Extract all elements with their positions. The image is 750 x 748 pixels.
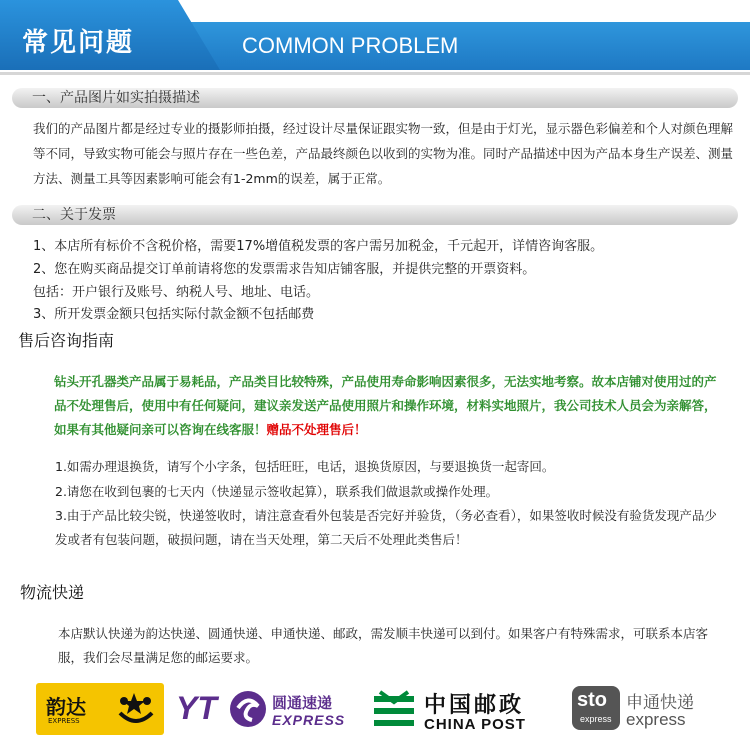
page-subtitle: COMMON PROBLEM	[242, 33, 459, 58]
product-photos-text: 我们的产品图片都是经过专业的摄影师拍摄，经过设计尽量保证跟实物一致，但是由于灯光，显示器色彩偏差和个人对颜色理解等不同，导致实物可能会与照片存在一些色差，产品最终颜色以收到的实物为准。同时产品描述中因为产品本身生产误差、测量方法、测量工具等因素影响可能会有1-2mm的误差，属于正常。	[33, 121, 734, 186]
page-header	[0, 0, 750, 74]
china-post-sub: CHINA POST	[424, 716, 526, 733]
after-sales-heading: 售后咨询指南	[18, 331, 115, 350]
after-sales-step-2: 2.请您在收到包裹的七天内（快递显示签收起算），联系我们做退款或操作处理。	[55, 484, 499, 499]
sto-logo	[572, 686, 712, 734]
section-heading-invoice: 二、关于发票	[12, 205, 738, 225]
invoice-line-3: 包括：开户银行及账号、纳税人号、地址、电话。	[33, 285, 320, 300]
yunda-logo	[36, 683, 164, 735]
china-post-logo	[372, 686, 542, 736]
sto-name: 申通快递	[626, 693, 694, 713]
sto-badge	[572, 686, 620, 730]
china-post-name: 中国邮政	[424, 693, 525, 718]
page-title: 常见问题	[22, 28, 135, 58]
after-sales-notice-text: 钻头开孔器类产品属于易耗品，产品类目比较特殊，产品使用寿命影响因素很多，无法实地考察。故本店铺对使用过的产品不处理售后，使用中有任何疑问，建议亲发送产品使用照片和操作环境，材料实地照片，我公司技术人员会为亲解答，如果有其他疑问亲可以咨询在线客服！	[54, 374, 717, 437]
yto-mark: YT	[176, 690, 217, 726]
china-post-emblem-icon	[372, 690, 416, 732]
sto-mark-sub: express	[580, 714, 612, 724]
gift-no-after-sales: 赠品不处理售后！	[266, 422, 367, 437]
yto-sub: EXPRESS	[272, 712, 346, 728]
after-sales-step-1: 1.如需办理退换货，请写个小字条，包括旺旺，电话，退换货原因，与要退换货一起寄回。	[55, 459, 555, 474]
invoice-line-4: 3、所开发票金额只包括实际付款金额不包括邮费	[33, 307, 315, 322]
header-divider	[0, 72, 750, 75]
sto-sub: express	[626, 710, 686, 729]
logistics-text: 本店默认快递为韵达快递、圆通快递、申通快递、邮政，需发顺丰快递可以到付。如果客户有特殊需求，可联系本店客服，我们会尽量满足您的邮运要求。	[58, 626, 709, 665]
yunda-smile-icon	[116, 691, 156, 727]
logistics-heading: 物流快递	[20, 583, 85, 602]
yto-swirl-icon	[228, 688, 268, 730]
yunda-name: 韵达	[46, 695, 86, 719]
section-heading-product-photos: 一、产品图片如实拍摄描述	[12, 88, 738, 108]
after-sales-notice	[54, 370, 724, 442]
sto-mark: sto	[577, 689, 607, 711]
yto-name: 圆通速递	[272, 694, 333, 712]
after-sales-step-3: 3.由于产品比较尖锐，快递签收时，请注意查看外包装是否完好并验货，（务必查看），如果签收时候没有验货发现产品少发或者有包装问题，破损问题，请在当天处理，第二天后不处理此类售后！	[55, 508, 717, 547]
invoice-line-2: 2、您在购买商品提交订单前请将您的发票需求告知店铺客服，并提供完整的开票资料。	[33, 262, 536, 277]
invoice-line-1: 1、本店所有标价不含税价格，需要17%增值税发票的客户需另加税金，千元起开，详情咨询客服。	[33, 239, 604, 254]
yto-logo	[176, 686, 356, 734]
yunda-sub: EXPRESS	[48, 717, 80, 725]
